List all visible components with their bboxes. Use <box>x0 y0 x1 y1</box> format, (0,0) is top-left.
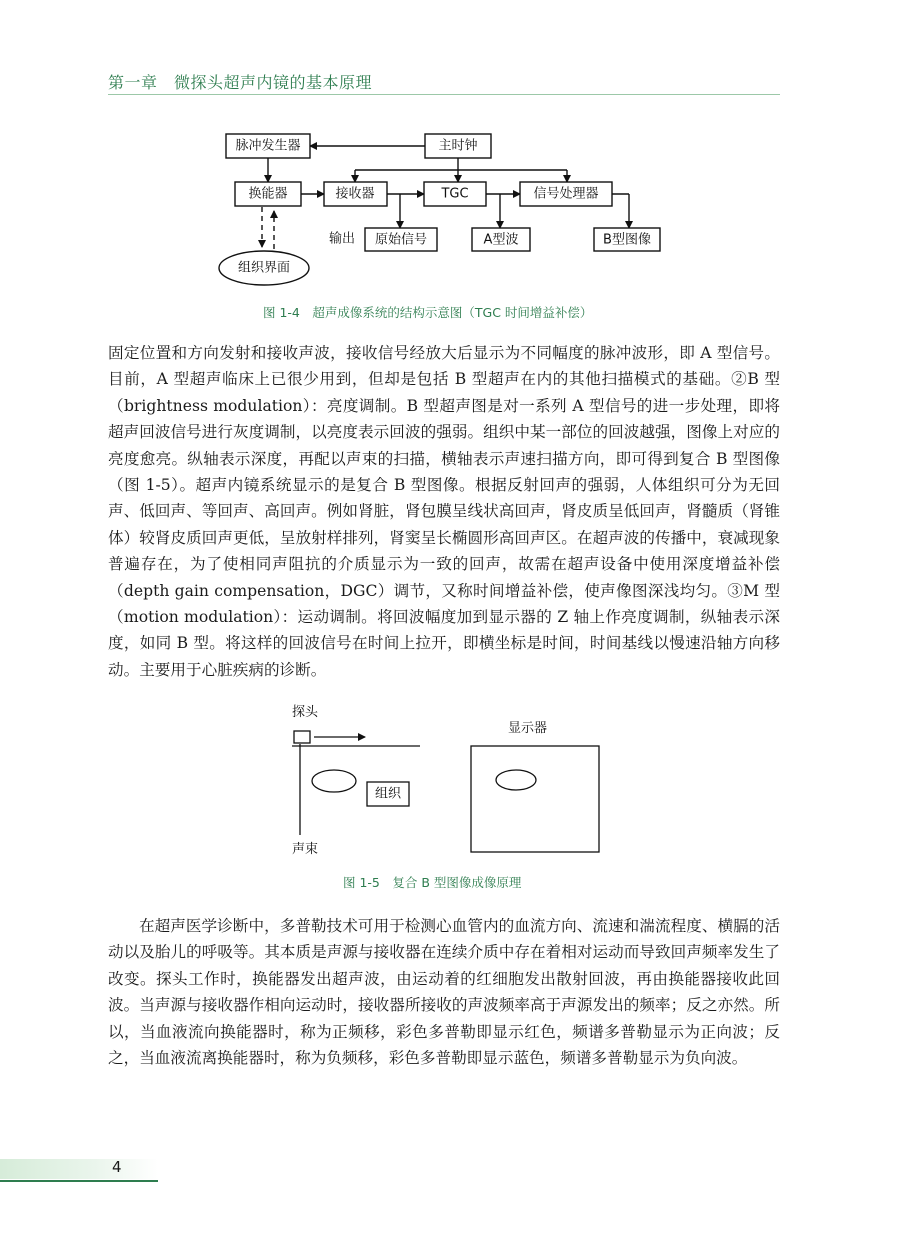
figure-1-5 <box>270 700 610 860</box>
display-echo-ellipse <box>496 770 536 790</box>
beam-label: 声束 <box>292 842 319 857</box>
display-screen <box>471 746 599 852</box>
body-paragraph-1: 固定位置和方向发射和接收声波，接收信号经放大后显示为不同幅度的脉冲波形，即 A 型信号。目前，A 型超声临床上已很少用到，但却是包括 B 型超声在内的其他扫描模式的基础。②B 型（brightness modulation）：亮度调制。B 型超声图是对一系列 A 型信号的进一步处理，即将超声回波信号进行灰度调制，以亮度表示回波的强弱。组织中某一部位的回波越强，图像上对应的亮度愈亮。纵轴表示深度，再配以声束的扫描，横轴表示声速扫描方向，即可得到复合 B 型图像（图 1-5）。超声内镜系统显示的是复合 B 型图像。根据反射回声的强弱，人体组织可分为无回声、低回声、等回声、高回声。例如肾脏，肾包膜呈线状高回声，肾皮质呈低回声，肾髓质（肾锥体）较肾皮质回声更低，呈放射样排列，肾窦呈长椭圆形高回声区。在超声波的传播中，衰减现象普遍存在，为了使相同声阻抗的介质显示为一致的回声，故需在超声设备中使用深度增益补偿（depth gain compensation，DGC）调节，又称时间增益补偿，使声像图深浅均匀。③M 型（motion modulation）：运动调制。将回波幅度加到显示器的 Z 轴上作亮度调制，纵轴表示深度，如同 B 型。将这样的回波信号在时间上拉开，即横坐标是时间，时间基线以慢速沿轴方向移动。主要用于心脏疾病的诊断。 <box>108 344 780 679</box>
receiver-label: 接收器 <box>335 186 375 202</box>
figure-1-4 <box>200 125 670 295</box>
footer-divider <box>0 1180 158 1182</box>
figure-1-4-caption: 图 1-4 超声成像系统的结构示意图（TGC 时间增益补偿） <box>263 305 593 320</box>
footer-gradient-bar <box>0 1159 158 1179</box>
tgc-label: TGC <box>441 186 469 202</box>
raw-signal-label: 原始信号 <box>374 232 428 248</box>
a-mode-label: A型波 <box>483 232 519 248</box>
page-number: 4 <box>112 1158 122 1176</box>
probe-icon <box>294 731 310 743</box>
transducer-label: 换能器 <box>248 186 288 202</box>
b-image-label: B型图像 <box>603 232 651 248</box>
header-divider <box>108 94 780 95</box>
master-clock-label: 主时钟 <box>438 138 478 154</box>
chapter-title: 第一章 微探头超声内镜的基本原理 <box>108 73 373 92</box>
probe-label: 探头 <box>292 705 319 720</box>
tissue-label: 组织 <box>374 786 402 802</box>
signal-processor-label: 信号处理器 <box>533 186 599 202</box>
tissue-interface-label: 组织界面 <box>237 260 291 276</box>
display-label: 显示器 <box>508 721 548 736</box>
tissue-ellipse <box>312 770 356 792</box>
pulse-generator-label: 脉冲发生器 <box>235 138 301 154</box>
figure-1-5-caption: 图 1-5 复合 B 型图像成像原理 <box>343 875 522 890</box>
output-label: 输出 <box>328 231 356 247</box>
body-paragraph-2: 在超声医学诊断中，多普勒技术可用于检测心血管内的血流方向、流速和湍流程度、横膈的活动以及胎儿的呼吸等。其本质是声源与接收器在连续介质中存在着相对运动而导致回声频率发生了改变。探头工作时，换能器发出超声波，由运动着的红细胞发出散射回波，再由换能器接收此回波。当声源与接收器作相向运动时，接收器所接收的声波频率高于声源发出的频率；反之亦然。所以，当血液流向换能器时，称为正频移，彩色多普勒即显示红色，频谱多普勒显示为正向波；反之，当血液流离换能器时，称为负频移，彩色多普勒即显示蓝色，频谱多普勒显示为负向波。 <box>108 917 780 1068</box>
